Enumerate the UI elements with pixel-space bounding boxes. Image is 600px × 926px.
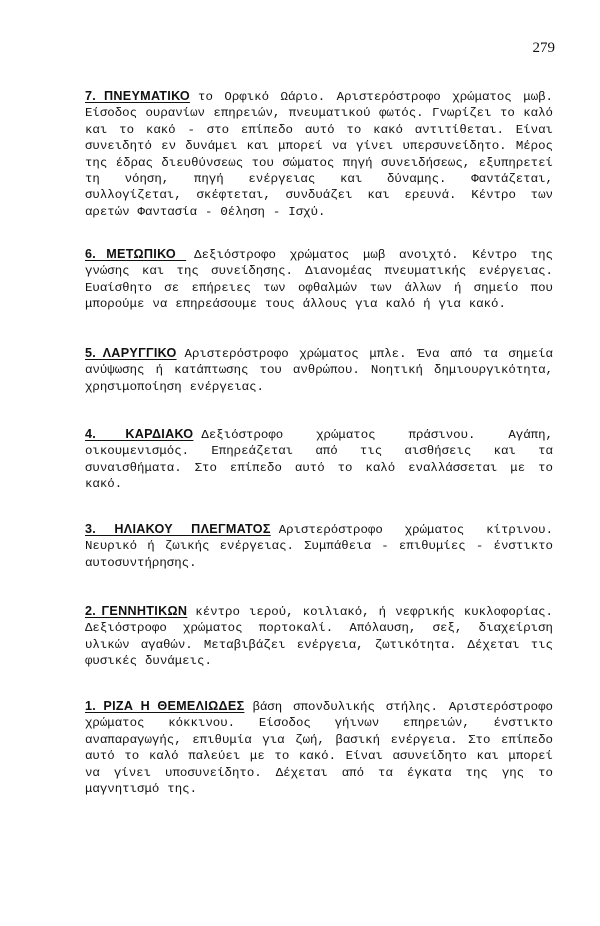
section-6-frontal xyxy=(85,246,553,313)
section-1-root xyxy=(85,698,553,797)
section-text: Δεξιόστροφο χρώματος μωβ ανοιχτό. Κέντρο της γνώσης και της συνείδησης. Διανομέας πνευματικής ενέργειας. Ευαίσθητο σε επήρειες των οφθαλμών των άλλων ή σημείο που μπορούμε να επηρεάσουμε τους άλλους για καλό ή για κακό. xyxy=(85,248,553,312)
section-7-spiritual xyxy=(85,88,553,220)
section-heading: 2. ΓΕΝΝΗΤΙΚΩΝ xyxy=(85,604,188,618)
section-2-sacral xyxy=(85,603,553,670)
section-4-heart xyxy=(85,426,553,493)
section-text: Αριστερόστροφο χρώματος κίτρινου. Νευρικό ή ζωικής ενέργειας. Συμπάθεια - επιθυμίες - ένστικτο αυτοσυντήρησης. xyxy=(85,523,553,570)
section-text: Δεξιόστροφο χρώματος πράσινου. Αγάπη, οικουμενισμός. Επηρεάζεται από τις αισθήσεις και τα συναισθήματα. Στο επίπεδο αυτό το καλό εναλλάσσεται με το κακό. xyxy=(85,428,553,492)
section-3-solar-plexus xyxy=(85,521,553,571)
section-heading: 6. ΜΕΤΩΠΙΚΟ xyxy=(85,247,187,261)
section-heading: 3. ΗΛΙΑΚΟΥ ΠΛΕΓΜΑΤΟΣ xyxy=(85,522,271,536)
section-heading: 5. ΛΑΡΥΓΓΙΚΟ xyxy=(85,346,177,360)
page-number: 279 xyxy=(532,40,555,56)
section-text: κέντρο ιερού, κοιλιακό, ή νεφρικής κυκλοφορίας. Δεξιόστροφο χρώματος πορτοκαλί. Απόλαυση, σεξ, διαχείριση υλικών αγαθών. Μεταβιβάζει ενέργεια, ζωτικότητα. Δέχεται τις φυσικές δυνάμεις. xyxy=(85,605,553,669)
section-heading: 7. ΠΝΕΥΜΑΤΙΚΟ xyxy=(85,89,191,103)
section-heading: 1. ΡΙΖΑ Η ΘΕΜΕΛΙΩΔΕΣ xyxy=(85,699,245,713)
section-text: το Ορφικό Ωάριο. Αριστερόστροφο χρώματος μωβ. Είσοδος ουρανίων επηρειών, πνευματικού φωτός. Γνωρίζει το καλό και το κακό - στο επίπεδο αυτό το κακό αντιτίθεται. Είναι συνειδητό εν δυνάμει και μπορεί να γίνει υπερσυνείδητο. Μέρος της έδρας διευθύνσεως του σώματος πηγή συνειδήσεως, εξυπηρετεί τη νόηση, πηγή ενέργειας και δύναμης. Φαντάζεται, συλλογίζεται, σκέφτεται, συνδυάζει και ερευνά. Κέντρο των αρετών Φαντασία - Θέληση - Ισχύ. xyxy=(85,90,553,219)
section-text: βάση σπονδυλικής στήλης. Αριστερόστροφο χρώματος κόκκινου. Είσοδος γήινων επηρειών, ένστικτο αναπαραγωγής, επιθυμία για ζωή, βασική ενέργεια. Στο επίπεδο αυτό το καλό παλεύει με το κακό. Είναι ασυνείδητο και μπορεί να γίνει υποσυνείδητο. Δέχεται από τα έγκατα της γης το μαγνητισμό της. xyxy=(85,700,553,797)
section-text: Αριστερόστροφο χρώματος μπλε. Ένα από τα σημεία ανύψωσης ή κατάπτωσης του ανθρώπου. Νοητική δημιουργικότητα, χρησιμοποίηση ενέργειας. xyxy=(85,347,553,394)
section-heading: 4. ΚΑΡΔΙΑΚΟ xyxy=(85,427,194,441)
section-5-throat xyxy=(85,345,553,395)
